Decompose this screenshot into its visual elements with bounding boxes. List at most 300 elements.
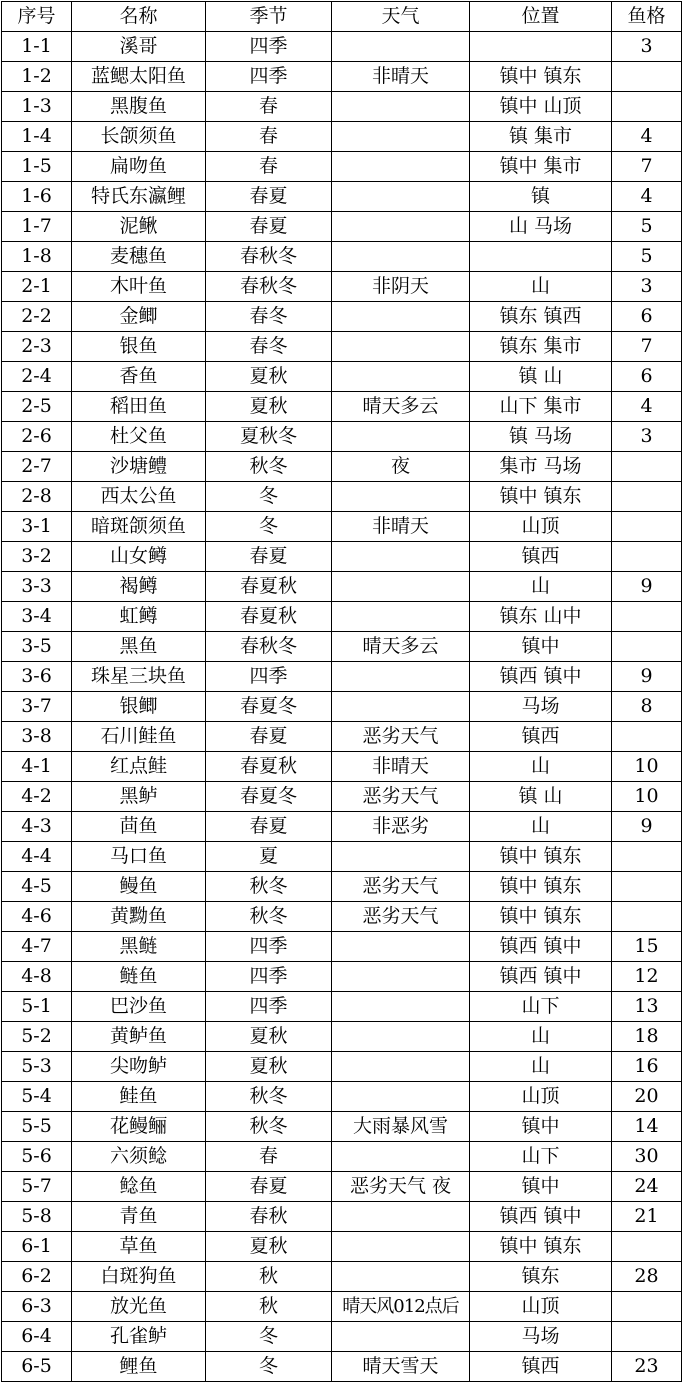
id-cell: 2-1 — [2, 272, 72, 302]
name-cell: 虹鳟 — [72, 602, 206, 632]
table-row — [2, 1112, 682, 1142]
fish-grid-cell: 8 — [612, 692, 682, 722]
location-cell: 镇东 — [470, 1262, 612, 1292]
fish-grid-cell: 7 — [612, 332, 682, 362]
weather-cell — [332, 332, 470, 362]
id-cell: 6-3 — [2, 1292, 72, 1322]
weather-cell: 恶劣天气 — [332, 902, 470, 932]
fish-grid-cell: 18 — [612, 1022, 682, 1052]
table-row — [2, 572, 682, 602]
season-cell: 春夏秋 — [206, 572, 332, 602]
season-cell: 四季 — [206, 932, 332, 962]
table-row — [2, 212, 682, 242]
location-cell: 山 — [470, 1022, 612, 1052]
location-cell: 镇 马场 — [470, 422, 612, 452]
weather-cell — [332, 692, 470, 722]
season-cell: 春冬 — [206, 302, 332, 332]
weather-cell — [332, 962, 470, 992]
fish-grid-cell: 3 — [612, 422, 682, 452]
weather-cell — [332, 242, 470, 272]
table-row — [2, 842, 682, 872]
table-row — [2, 482, 682, 512]
id-cell: 3-8 — [2, 722, 72, 752]
table-row — [2, 1052, 682, 1082]
id-cell: 4-4 — [2, 842, 72, 872]
weather-cell: 晴天雪天 — [332, 1352, 470, 1382]
fish-grid-cell: 9 — [612, 572, 682, 602]
id-cell: 2-3 — [2, 332, 72, 362]
location-cell: 镇西 — [470, 722, 612, 752]
name-cell: 青鱼 — [72, 1202, 206, 1232]
location-cell — [470, 32, 612, 62]
weather-cell — [332, 1202, 470, 1232]
name-cell: 茴鱼 — [72, 812, 206, 842]
location-cell: 山顶 — [470, 1082, 612, 1112]
season-cell: 秋 — [206, 1292, 332, 1322]
name-cell: 溪哥 — [72, 32, 206, 62]
location-cell: 马场 — [470, 692, 612, 722]
fish-grid-cell: 28 — [612, 1262, 682, 1292]
name-cell: 鲢鱼 — [72, 962, 206, 992]
table-row — [2, 392, 682, 422]
name-cell: 孔雀鲈 — [72, 1322, 206, 1352]
name-cell: 马口鱼 — [72, 842, 206, 872]
weather-cell — [332, 422, 470, 452]
table-row — [2, 152, 682, 182]
name-cell: 黑鱼 — [72, 632, 206, 662]
id-cell: 5-8 — [2, 1202, 72, 1232]
weather-cell — [332, 842, 470, 872]
table-row — [2, 1232, 682, 1262]
season-cell: 春夏 — [206, 542, 332, 572]
season-cell: 春秋 — [206, 1202, 332, 1232]
weather-cell: 非晴天 — [332, 752, 470, 782]
table-row — [2, 1352, 682, 1382]
name-cell: 山女鳟 — [72, 542, 206, 572]
fish-grid-cell — [612, 62, 682, 92]
season-cell: 四季 — [206, 62, 332, 92]
id-cell: 5-5 — [2, 1112, 72, 1142]
id-cell: 3-2 — [2, 542, 72, 572]
fish-grid-cell — [612, 482, 682, 512]
season-cell: 秋 — [206, 1262, 332, 1292]
name-cell: 褐鳟 — [72, 572, 206, 602]
weather-cell: 恶劣天气 — [332, 872, 470, 902]
weather-cell: 非晴天 — [332, 62, 470, 92]
fish-table — [1, 1, 682, 1382]
id-cell: 3-1 — [2, 512, 72, 542]
season-cell: 春 — [206, 92, 332, 122]
location-cell: 镇西 — [470, 1352, 612, 1382]
location-cell: 镇中 集市 — [470, 152, 612, 182]
id-cell: 4-7 — [2, 932, 72, 962]
name-cell: 沙塘鳢 — [72, 452, 206, 482]
season-cell: 夏秋冬 — [206, 422, 332, 452]
season-cell: 秋冬 — [206, 902, 332, 932]
weather-cell: 恶劣天气 — [332, 722, 470, 752]
fish-grid-cell — [612, 1322, 682, 1352]
table-row — [2, 722, 682, 752]
location-cell: 镇西 镇中 — [470, 662, 612, 692]
name-cell: 花鳗鲡 — [72, 1112, 206, 1142]
id-cell: 2-4 — [2, 362, 72, 392]
weather-cell — [332, 1022, 470, 1052]
season-cell: 春 — [206, 152, 332, 182]
header-location: 位置 — [470, 2, 612, 32]
table-row — [2, 1082, 682, 1112]
id-cell: 3-4 — [2, 602, 72, 632]
season-cell: 春夏 — [206, 722, 332, 752]
id-cell: 3-7 — [2, 692, 72, 722]
header-season: 季节 — [206, 2, 332, 32]
season-cell: 夏秋 — [206, 392, 332, 422]
name-cell: 鲤鱼 — [72, 1352, 206, 1382]
location-cell: 镇中 — [470, 1172, 612, 1202]
table-row — [2, 272, 682, 302]
weather-cell: 晴天风012点后 — [332, 1292, 470, 1322]
name-cell: 白斑狗鱼 — [72, 1262, 206, 1292]
weather-cell: 恶劣天气 — [332, 782, 470, 812]
season-cell: 冬 — [206, 1352, 332, 1382]
table-row — [2, 422, 682, 452]
id-cell: 5-2 — [2, 1022, 72, 1052]
table-row — [2, 242, 682, 272]
table-row — [2, 62, 682, 92]
weather-cell — [332, 182, 470, 212]
table-row — [2, 932, 682, 962]
season-cell: 冬 — [206, 1322, 332, 1352]
id-cell: 1-1 — [2, 32, 72, 62]
season-cell: 秋冬 — [206, 1112, 332, 1142]
location-cell: 山下 — [470, 992, 612, 1022]
weather-cell — [332, 992, 470, 1022]
name-cell: 珠星三块鱼 — [72, 662, 206, 692]
fish-grid-cell: 9 — [612, 812, 682, 842]
id-cell: 1-4 — [2, 122, 72, 152]
table-row — [2, 872, 682, 902]
id-cell: 4-1 — [2, 752, 72, 782]
season-cell: 春夏 — [206, 212, 332, 242]
id-cell: 2-2 — [2, 302, 72, 332]
name-cell: 尖吻鲈 — [72, 1052, 206, 1082]
season-cell: 春夏冬 — [206, 692, 332, 722]
weather-cell: 夜 — [332, 452, 470, 482]
weather-cell — [332, 932, 470, 962]
location-cell: 山顶 — [470, 1292, 612, 1322]
fish-grid-cell: 4 — [612, 122, 682, 152]
table-row — [2, 752, 682, 782]
name-cell: 特氏东瀛鲤 — [72, 182, 206, 212]
location-cell: 镇中 — [470, 1112, 612, 1142]
fish-grid-cell: 23 — [612, 1352, 682, 1382]
location-cell: 山 — [470, 272, 612, 302]
weather-cell — [332, 122, 470, 152]
location-cell: 镇东 镇西 — [470, 302, 612, 332]
table-row — [2, 32, 682, 62]
table-row — [2, 692, 682, 722]
season-cell: 夏秋 — [206, 1232, 332, 1262]
fish-grid-cell — [612, 602, 682, 632]
table-row — [2, 452, 682, 482]
location-cell: 山顶 — [470, 512, 612, 542]
fish-grid-cell: 6 — [612, 302, 682, 332]
location-cell: 山 — [470, 752, 612, 782]
location-cell: 镇中 镇东 — [470, 482, 612, 512]
table-row — [2, 992, 682, 1022]
season-cell: 冬 — [206, 482, 332, 512]
fish-grid-cell — [612, 92, 682, 122]
table-row — [2, 302, 682, 332]
table-row — [2, 602, 682, 632]
fish-grid-cell — [612, 902, 682, 932]
name-cell: 稻田鱼 — [72, 392, 206, 422]
id-cell: 1-2 — [2, 62, 72, 92]
name-cell: 巴沙鱼 — [72, 992, 206, 1022]
weather-cell: 大雨暴风雪 — [332, 1112, 470, 1142]
weather-cell — [332, 362, 470, 392]
season-cell: 四季 — [206, 962, 332, 992]
id-cell: 2-7 — [2, 452, 72, 482]
fish-grid-cell — [612, 872, 682, 902]
location-cell: 镇东 山中 — [470, 602, 612, 632]
season-cell: 秋冬 — [206, 872, 332, 902]
weather-cell — [332, 1052, 470, 1082]
season-cell: 夏秋 — [206, 1052, 332, 1082]
season-cell: 春秋冬 — [206, 242, 332, 272]
table-row — [2, 362, 682, 392]
season-cell: 夏秋 — [206, 362, 332, 392]
table-row — [2, 1142, 682, 1172]
id-cell: 4-2 — [2, 782, 72, 812]
season-cell: 春秋冬 — [206, 272, 332, 302]
name-cell: 香鱼 — [72, 362, 206, 392]
season-cell: 夏秋 — [206, 1022, 332, 1052]
fish-grid-cell: 4 — [612, 182, 682, 212]
name-cell: 黄黝鱼 — [72, 902, 206, 932]
location-cell: 镇中 山顶 — [470, 92, 612, 122]
location-cell: 镇中 镇东 — [470, 902, 612, 932]
weather-cell: 非阴天 — [332, 272, 470, 302]
location-cell: 山下 集市 — [470, 392, 612, 422]
weather-cell — [332, 1082, 470, 1112]
fish-grid-cell: 6 — [612, 362, 682, 392]
table-row — [2, 1262, 682, 1292]
season-cell: 四季 — [206, 662, 332, 692]
fish-grid-cell — [612, 1232, 682, 1262]
id-cell: 4-3 — [2, 812, 72, 842]
season-cell: 春夏秋 — [206, 752, 332, 782]
id-cell: 1-5 — [2, 152, 72, 182]
fish-grid-cell: 7 — [612, 152, 682, 182]
fish-grid-cell: 5 — [612, 242, 682, 272]
weather-cell — [332, 1232, 470, 1262]
weather-cell — [332, 212, 470, 242]
location-cell: 镇西 — [470, 542, 612, 572]
fish-grid-cell: 9 — [612, 662, 682, 692]
season-cell: 春秋冬 — [206, 632, 332, 662]
name-cell: 六须鲶 — [72, 1142, 206, 1172]
name-cell: 暗斑颌须鱼 — [72, 512, 206, 542]
location-cell: 镇中 镇东 — [470, 62, 612, 92]
name-cell: 银鲫 — [72, 692, 206, 722]
id-cell: 2-8 — [2, 482, 72, 512]
weather-cell — [332, 32, 470, 62]
weather-cell: 非晴天 — [332, 512, 470, 542]
table-row — [2, 1292, 682, 1322]
table-row — [2, 512, 682, 542]
location-cell: 镇东 集市 — [470, 332, 612, 362]
fish-grid-cell: 15 — [612, 932, 682, 962]
name-cell: 扁吻鱼 — [72, 152, 206, 182]
season-cell: 春 — [206, 122, 332, 152]
table-row — [2, 902, 682, 932]
location-cell: 镇中 镇东 — [470, 872, 612, 902]
fish-grid-cell: 4 — [612, 392, 682, 422]
name-cell: 草鱼 — [72, 1232, 206, 1262]
id-cell: 1-7 — [2, 212, 72, 242]
weather-cell — [332, 152, 470, 182]
season-cell: 春夏 — [206, 1172, 332, 1202]
location-cell: 山 — [470, 812, 612, 842]
season-cell: 春冬 — [206, 332, 332, 362]
season-cell: 春 — [206, 1142, 332, 1172]
header-row — [2, 2, 682, 32]
table-row — [2, 782, 682, 812]
name-cell: 长颌须鱼 — [72, 122, 206, 152]
season-cell: 秋冬 — [206, 1082, 332, 1112]
location-cell: 山下 — [470, 1142, 612, 1172]
header-name: 名称 — [72, 2, 206, 32]
name-cell: 放光鱼 — [72, 1292, 206, 1322]
season-cell: 春夏秋 — [206, 602, 332, 632]
weather-cell: 晴天多云 — [332, 632, 470, 662]
table-row — [2, 182, 682, 212]
name-cell: 蓝鳃太阳鱼 — [72, 62, 206, 92]
id-cell: 6-5 — [2, 1352, 72, 1382]
id-cell: 3-6 — [2, 662, 72, 692]
table-row — [2, 92, 682, 122]
location-cell: 马场 — [470, 1322, 612, 1352]
fish-grid-cell — [612, 1292, 682, 1322]
id-cell: 6-2 — [2, 1262, 72, 1292]
weather-cell — [332, 1142, 470, 1172]
weather-cell — [332, 92, 470, 122]
id-cell: 1-8 — [2, 242, 72, 272]
id-cell: 4-6 — [2, 902, 72, 932]
table-row — [2, 1202, 682, 1232]
name-cell: 银鱼 — [72, 332, 206, 362]
table-row — [2, 1022, 682, 1052]
table-row — [2, 542, 682, 572]
id-cell: 3-3 — [2, 572, 72, 602]
weather-cell — [332, 542, 470, 572]
location-cell: 山 — [470, 572, 612, 602]
location-cell: 镇 山 — [470, 782, 612, 812]
name-cell: 鳗鱼 — [72, 872, 206, 902]
fish-grid-cell — [612, 722, 682, 752]
season-cell: 四季 — [206, 32, 332, 62]
location-cell: 镇西 镇中 — [470, 932, 612, 962]
location-cell: 镇中 镇东 — [470, 1232, 612, 1262]
season-cell: 四季 — [206, 992, 332, 1022]
id-cell: 3-5 — [2, 632, 72, 662]
table-row — [2, 962, 682, 992]
fish-grid-cell: 21 — [612, 1202, 682, 1232]
name-cell: 黄鲈鱼 — [72, 1022, 206, 1052]
name-cell: 鲑鱼 — [72, 1082, 206, 1112]
id-cell: 6-1 — [2, 1232, 72, 1262]
weather-cell — [332, 662, 470, 692]
name-cell: 泥鳅 — [72, 212, 206, 242]
fish-grid-cell: 5 — [612, 212, 682, 242]
weather-cell — [332, 602, 470, 632]
weather-cell — [332, 572, 470, 602]
season-cell: 夏 — [206, 842, 332, 872]
fish-grid-cell — [612, 512, 682, 542]
table-row — [2, 812, 682, 842]
table-row — [2, 632, 682, 662]
name-cell: 麦穗鱼 — [72, 242, 206, 272]
id-cell: 5-6 — [2, 1142, 72, 1172]
name-cell: 杜父鱼 — [72, 422, 206, 452]
name-cell: 金鲫 — [72, 302, 206, 332]
table-row — [2, 662, 682, 692]
season-cell: 春夏冬 — [206, 782, 332, 812]
location-cell: 镇西 镇中 — [470, 1202, 612, 1232]
id-cell: 2-5 — [2, 392, 72, 422]
weather-cell — [332, 1322, 470, 1352]
fish-grid-cell: 10 — [612, 752, 682, 782]
fish-grid-cell: 10 — [612, 782, 682, 812]
id-cell: 5-4 — [2, 1082, 72, 1112]
weather-cell — [332, 482, 470, 512]
fish-grid-cell — [612, 842, 682, 872]
table-body — [2, 32, 682, 1382]
name-cell: 黑腹鱼 — [72, 92, 206, 122]
id-cell: 5-7 — [2, 1172, 72, 1202]
location-cell: 镇中 镇东 — [470, 842, 612, 872]
fish-grid-cell — [612, 632, 682, 662]
fish-grid-cell: 16 — [612, 1052, 682, 1082]
location-cell: 集市 马场 — [470, 452, 612, 482]
id-cell: 4-8 — [2, 962, 72, 992]
weather-cell — [332, 302, 470, 332]
id-cell: 4-5 — [2, 872, 72, 902]
weather-cell: 晴天多云 — [332, 392, 470, 422]
weather-cell — [332, 1262, 470, 1292]
fish-grid-cell — [612, 542, 682, 572]
id-cell: 6-4 — [2, 1322, 72, 1352]
weather-cell: 非恶劣 — [332, 812, 470, 842]
season-cell: 秋冬 — [206, 452, 332, 482]
table-row — [2, 1322, 682, 1352]
location-cell: 镇 山 — [470, 362, 612, 392]
table-row — [2, 1172, 682, 1202]
name-cell: 鲶鱼 — [72, 1172, 206, 1202]
location-cell: 镇 — [470, 182, 612, 212]
name-cell: 红点鲑 — [72, 752, 206, 782]
location-cell: 镇 集市 — [470, 122, 612, 152]
season-cell: 春夏 — [206, 812, 332, 842]
name-cell: 石川鲑鱼 — [72, 722, 206, 752]
location-cell — [470, 242, 612, 272]
id-cell: 2-6 — [2, 422, 72, 452]
id-cell: 1-6 — [2, 182, 72, 212]
fish-grid-cell: 30 — [612, 1142, 682, 1172]
location-cell: 镇西 镇中 — [470, 962, 612, 992]
season-cell: 冬 — [206, 512, 332, 542]
fish-grid-cell: 12 — [612, 962, 682, 992]
